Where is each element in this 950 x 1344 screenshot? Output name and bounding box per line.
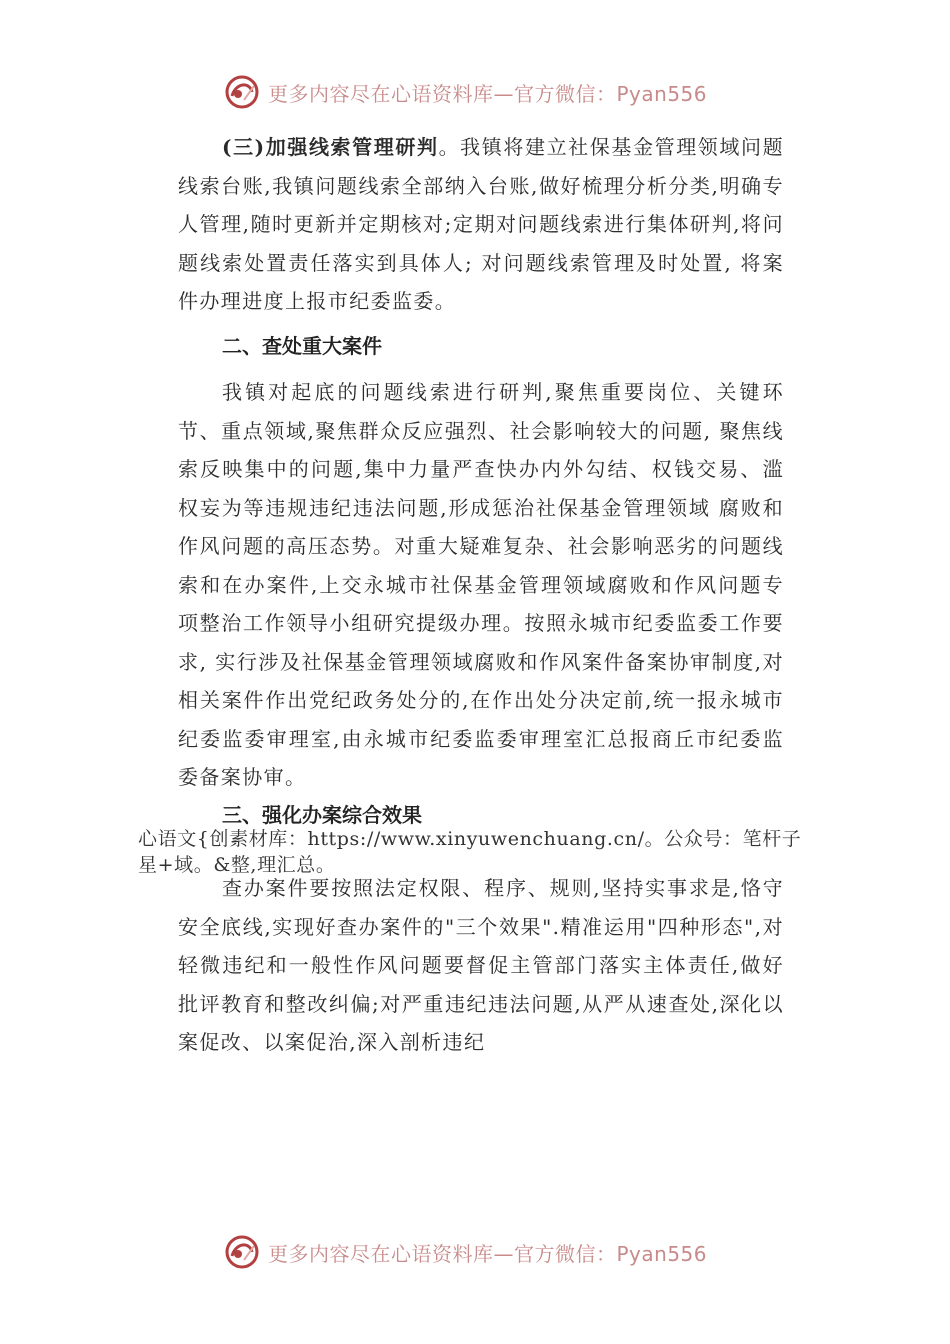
footer-banner <box>224 1232 707 1272</box>
swirl-logo-icon <box>224 74 260 110</box>
paragraph-1-text: 。我镇将建立社保基金管理领域问题线索台账,我镇问题线索全部纳入台账,做好梳理分析分类,明确专人管理,随时更新并定期核对;定期对问题线索进行集体研判,将问题线索处置责任落实到具体人; 对问题线索管理及时处置, 将案件办理进度上报市纪委监委。 <box>178 135 785 313</box>
swirl-logo-icon <box>224 1234 260 1270</box>
paragraph-3: 查办案件要按照法定权限、程序、规则,坚持实事求是,恪守安全底线,实现好查办案件的"三个效果".精准运用"四种形态",对轻微违纪和一般性作风问题要督促主管部门落实主体责任,做好批评教育和整改纠偏;对严重违纪违法问题,从严从速查处,深化以案促改、以案促治,深入剖析违纪 <box>178 876 784 1054</box>
heading-section-2: 二、查处重大案件 <box>222 334 382 358</box>
paragraph-1-bold-lead: (三)加强线索管理研判 <box>222 135 439 159</box>
source-watermark-text: 心语文{创素材库：https://www.xinyuwenchuang.cn/。公众号：笔杆子星+域。&整,理汇总。 <box>138 828 802 876</box>
heading-section-3: 三、强化办案综合效果 <box>222 803 422 827</box>
banner-text: 更多内容尽在心语资料库—官方微信：Pyan556 <box>268 81 708 106</box>
paragraph-1 <box>178 128 784 321</box>
banner-text: 更多内容尽在心语资料库—官方微信：Pyan556 <box>268 1241 708 1266</box>
paragraph-2: 我镇对起底的问题线索进行研判,聚焦重要岗位、关键环节、重点领域,聚焦群众反应强烈、社会影响较大的问题, 聚焦线索反映集中的问题,集中力量严查快办内外勾结、权钱交易、滥权妄为等违规违纪违法问题,形成惩治社保基金管理领域 腐败和作风问题的高压态势。对重大疑难复杂、社会影响恶劣的问题线索和在办案件,上交永城市社保基金管理领域腐败和作风问题专项整治工作领导小组研究提级办理。按照永城市纪委监委工作要求, 实行涉及社保基金管理领域腐败和作风案件备案协审制度,对相关案件作出党纪政务处分的,在作出处分决定前,统一报永城市纪委监委审理室,由永城市纪委监委审理室汇总报商丘市纪委监委备案协审。 <box>178 380 784 789</box>
header-banner <box>224 72 707 112</box>
